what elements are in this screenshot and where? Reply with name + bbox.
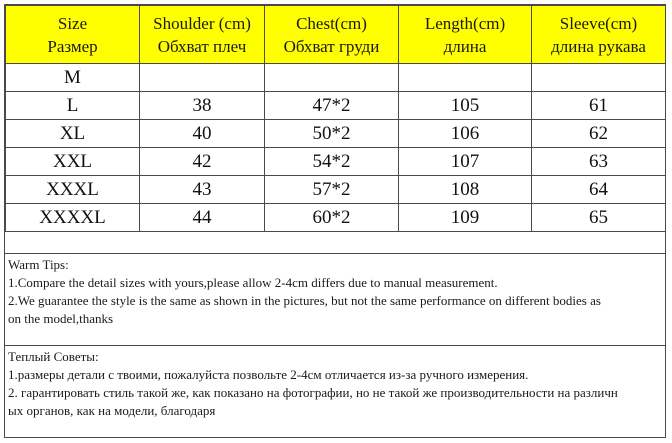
cell-chest: 50*2 — [265, 120, 399, 148]
cell-shoulder — [140, 64, 265, 92]
header-shoulder-ru: Обхват плеч — [157, 36, 247, 56]
cell-sleeve: 61 — [532, 92, 666, 120]
tips-ru-line-2a: 2. гарантировать стиль такой же, как показано на фотографии, но не такой же производительности на различн — [8, 385, 618, 400]
cell-sleeve — [532, 64, 666, 92]
cell-chest: 54*2 — [265, 148, 399, 176]
header-sleeve-en: Sleeve(cm) — [559, 13, 638, 33]
cell-shoulder: 43 — [140, 176, 265, 204]
header-length-en: Length(cm) — [424, 13, 506, 33]
cell-length — [399, 64, 532, 92]
cell-length: 105 — [399, 92, 532, 120]
cell-shoulder: 42 — [140, 148, 265, 176]
cell-size: XXL — [6, 148, 140, 176]
cell-size: L — [6, 92, 140, 120]
size-table — [5, 5, 666, 232]
header-size-ru: Размер — [47, 36, 98, 56]
cell-sleeve: 63 — [532, 148, 666, 176]
cell-size: XXXXL — [6, 204, 140, 232]
header-shoulder-en: Shoulder (cm) — [153, 13, 251, 33]
cell-shoulder: 40 — [140, 120, 265, 148]
cell-shoulder: 38 — [140, 92, 265, 120]
tips-en-line-2a: 2.We guarantee the style is the same as shown in the pictures, but not the same performance on different bodies as — [8, 293, 601, 308]
table-row — [6, 64, 666, 92]
cell-sleeve: 64 — [532, 176, 666, 204]
cell-length: 109 — [399, 204, 532, 232]
header-chest-ru: Обхват груди — [283, 36, 380, 56]
cell-chest: 47*2 — [265, 92, 399, 120]
tips-en-title: Warm Tips: — [8, 257, 69, 272]
cell-chest — [265, 64, 399, 92]
tips-en-line-2b: on the model,thanks — [8, 311, 114, 326]
header-size-en: Size — [57, 13, 88, 33]
cell-chest: 60*2 — [265, 204, 399, 232]
table-row — [6, 120, 666, 148]
tips-ru-line-1: 1.размеры детали с твоими, пожалуйста позвольте 2-4см отличается из-за ручного измерения. — [8, 367, 529, 382]
cell-size: XXXL — [6, 176, 140, 204]
cell-sleeve: 65 — [532, 204, 666, 232]
header-size — [6, 6, 140, 64]
cell-sleeve: 62 — [532, 120, 666, 148]
cell-shoulder: 44 — [140, 204, 265, 232]
warm-tips-en — [5, 253, 665, 343]
cell-length: 108 — [399, 176, 532, 204]
table-row — [6, 176, 666, 204]
header-shoulder — [140, 6, 265, 64]
cell-length: 107 — [399, 148, 532, 176]
cell-length: 106 — [399, 120, 532, 148]
cell-size: XL — [6, 120, 140, 148]
header-sleeve — [532, 6, 666, 64]
header-chest — [265, 6, 399, 64]
size-chart-sheet — [4, 4, 666, 438]
table-header-row — [6, 6, 666, 64]
tips-en-line-1: 1.Compare the detail sizes with yours,please allow 2-4cm differs due to manual measurement. — [8, 275, 498, 290]
table-row — [6, 204, 666, 232]
cell-chest: 57*2 — [265, 176, 399, 204]
warm-tips-ru — [5, 345, 665, 420]
table-row — [6, 148, 666, 176]
tips-ru-line-2b: ых органов, как на модели, благодаря — [8, 403, 216, 418]
cell-size: M — [6, 64, 140, 92]
header-length-ru: длина — [443, 36, 487, 56]
header-sleeve-ru: длина рукава — [551, 36, 646, 56]
header-chest-en: Chest(cm) — [296, 13, 367, 33]
tips-ru-title: Теплый Советы: — [8, 349, 99, 364]
header-length — [399, 6, 532, 64]
table-row — [6, 92, 666, 120]
